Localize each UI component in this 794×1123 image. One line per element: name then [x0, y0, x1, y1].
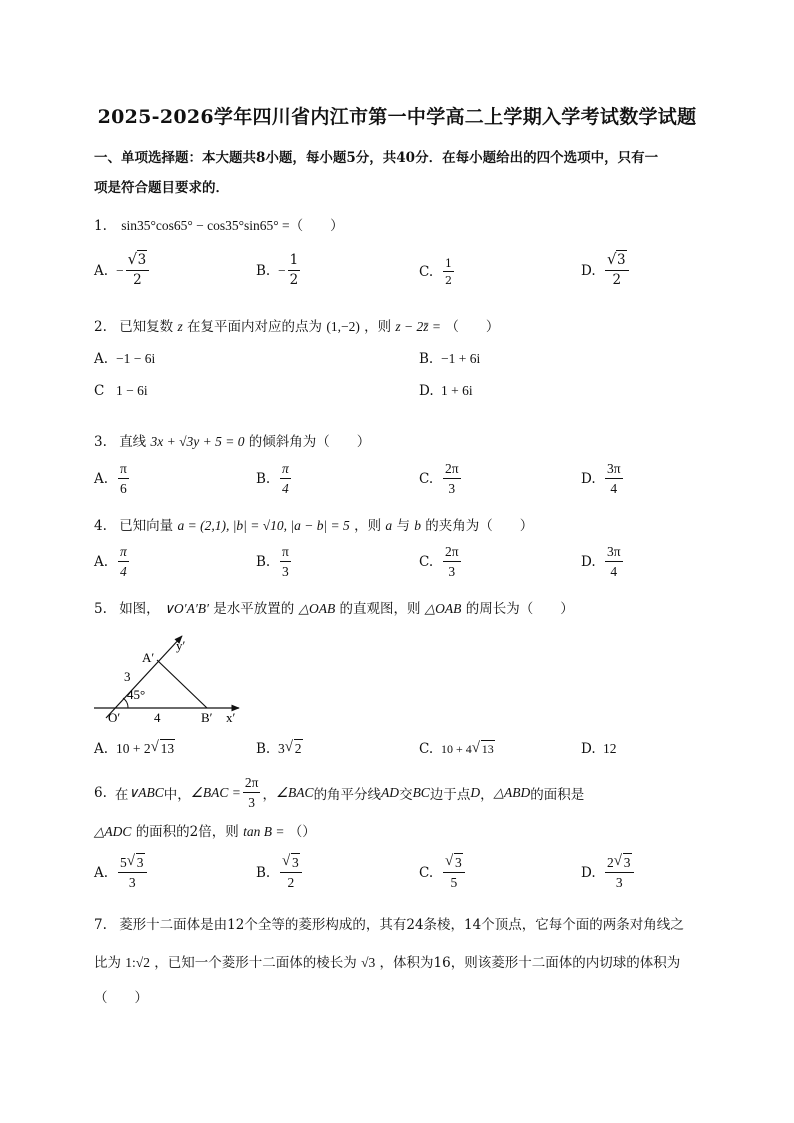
question-stem-expr: √3: [361, 955, 376, 970]
question-stem-part: 在: [114, 786, 129, 803]
option-label: B.: [256, 262, 271, 279]
question-7: [94, 913, 684, 933]
option-label: C.: [419, 553, 434, 570]
section-heading-line1: 一、单项选择题：本大题共8小题，每小题5分，共40分．在每小题给出的四个选项中，只有一: [94, 150, 659, 166]
question-stem-expr: tan B =: [243, 824, 285, 839]
question-stem-part: 边于点: [429, 786, 471, 803]
q5-option-c[interactable]: C. 10 + 4 √ 13: [419, 739, 494, 757]
question-number: 6.: [94, 784, 107, 801]
question-1: [94, 214, 344, 234]
q5-option-b[interactable]: B. 3 √ 2: [256, 739, 302, 757]
length-ob: 4: [154, 710, 161, 725]
question-stem-part: 比为: [94, 955, 121, 971]
question-number: 3.: [94, 434, 107, 450]
option-text: 1 + 6i: [441, 383, 473, 398]
option-label: A.: [94, 741, 109, 757]
point-b-label: B′: [201, 710, 213, 725]
question-stem-part: ，体积为16，则该菱形十二面体的内切球的体积为: [379, 955, 681, 971]
question-number: 5.: [94, 601, 107, 617]
angle-label: 45°: [127, 687, 146, 702]
q2-option-c[interactable]: [94, 383, 148, 399]
question-stem-part: 在复平面内对应的点为: [187, 319, 323, 335]
question-stem-expr: △ABD: [493, 784, 531, 800]
question-stem-part: 菱形十二面体是由12个全等的菱形构成的，其有24条棱，14个顶点，它每个面的两条对角线之: [119, 917, 684, 933]
question-stem-part: 的面积的2倍，则: [135, 824, 239, 840]
question-7-line2: [94, 951, 680, 971]
option-label: D.: [419, 383, 434, 399]
question-stem-part: ，已知一个菱形十二面体的棱长为: [154, 955, 357, 971]
question-stem-expr: ∠BAC: [275, 784, 314, 800]
question-stem-part: 如图，: [119, 601, 160, 617]
q5-option-d[interactable]: [581, 741, 617, 757]
question-stem-expr: ∠BAC =: [190, 784, 241, 800]
question-stem-part: 的面积是: [530, 786, 585, 803]
question-stem-expr: a = (2,1), |b| = √10, |a − b| = 5: [177, 518, 350, 533]
option-label: B.: [256, 553, 271, 570]
q6-option-d[interactable]: D. 2 √ 3 3: [581, 856, 636, 889]
question-stem-part: ，: [262, 786, 276, 803]
y-axis-label: y′: [176, 638, 186, 653]
question-number: 1.: [94, 218, 107, 234]
question-6: 6. 在 ∨ABC 中， ∠BAC = $\frac{2\pi}{3}$ ， ∠BAC 的角平分线 AD 交 BC 边于点 D ， △ABD 的面积是: [94, 775, 585, 810]
q4-option-d[interactable]: D. $\frac{3\pi}{4}$: [581, 544, 621, 579]
q1-option-c[interactable]: C. $\frac{1}{2}$: [419, 257, 452, 287]
option-label: B.: [256, 741, 271, 757]
question-stem-part: 交: [399, 786, 413, 803]
question-6-line2: [94, 820, 316, 840]
q6-option-c[interactable]: C. √ 3 5: [419, 856, 467, 889]
question-stem-part: ，则: [354, 518, 382, 534]
option-text: −1 − 6i: [116, 351, 156, 366]
question-stem-part: 与: [396, 518, 410, 534]
question-stem-part: 的夹角为（ ）: [425, 518, 534, 534]
q2-option-a[interactable]: [94, 351, 155, 367]
question-stem-part: 直线: [119, 434, 147, 450]
question-stem-part: 的周长为（ ）: [465, 601, 574, 617]
q1-option-b[interactable]: B. − $\frac{1}{2}$: [256, 252, 299, 288]
question-stem-part: ，则: [364, 319, 392, 335]
option-label: B.: [256, 470, 271, 487]
segment-ab: [157, 660, 207, 708]
question-number: 2.: [94, 319, 107, 335]
option-text: 1 − 6i: [116, 383, 148, 398]
option-label: C.: [419, 470, 434, 487]
option-label: D.: [581, 864, 596, 881]
option-label: B.: [256, 864, 271, 881]
question-number: 4.: [94, 518, 107, 534]
question-2: [94, 315, 499, 335]
question-4: [94, 514, 533, 534]
question-stem-part: 中，: [163, 786, 191, 803]
question-7-line3: [94, 986, 148, 1006]
question-stem-expr: D: [470, 784, 481, 800]
option-label: A.: [94, 470, 109, 487]
question-stem-part: 是水平放置的: [213, 601, 295, 617]
oblique-view-figure: [94, 632, 254, 732]
q1-option-a[interactable]: A. − √ 3 2: [94, 254, 151, 287]
question-stem-expr: 1:√2: [125, 955, 150, 970]
option-label: C.: [419, 864, 434, 881]
option-label: D.: [581, 553, 596, 570]
question-number: 7.: [94, 917, 107, 933]
question-stem-part: ，: [480, 786, 494, 803]
question-stem-expr: ∨O′A′B′: [163, 601, 209, 616]
question-5: [94, 597, 574, 617]
question-stem-expr: △OAB: [424, 601, 462, 616]
option-text: −1 + 6i: [441, 351, 481, 366]
question-stem-part: 已知向量: [119, 518, 174, 534]
question-stem-point: (1,−2): [326, 319, 360, 334]
option-label: C: [94, 383, 105, 399]
q2-option-b[interactable]: [419, 351, 480, 367]
option-label: D.: [581, 741, 596, 757]
page-title: 2025-2026学年四川省内江市第一中学高二上学期入学考试数学试题: [97, 106, 697, 128]
length-oa: 3: [124, 669, 131, 684]
option-label: A.: [94, 262, 109, 279]
question-stem-expr: ∨ABC: [128, 784, 164, 800]
question-stem-part: 的直观图，则: [339, 601, 421, 617]
option-label: D.: [581, 262, 596, 279]
q2-option-d[interactable]: [419, 383, 473, 399]
question-stem-expr: △OAB: [298, 601, 336, 616]
question-stem-part: （ ）: [445, 319, 500, 335]
question-stem-expr: z − 2z̄ =: [395, 319, 442, 334]
question-stem-expr: BC: [412, 784, 430, 800]
point-a-label: A′: [142, 650, 155, 665]
option-label: A.: [94, 864, 109, 881]
question-stem-part: （）: [288, 824, 316, 840]
option-label: A.: [94, 553, 109, 570]
question-stem-expr: 3x + √3y + 5 = 0: [150, 434, 245, 449]
q1-option-d[interactable]: D. √ 3 2: [581, 254, 631, 287]
question-stem-expr: △ADC: [94, 824, 132, 839]
option-label: B.: [419, 351, 434, 367]
vector-a: a: [385, 518, 393, 533]
q4-option-a[interactable]: A. $\frac{\pi}{4}$: [94, 544, 127, 579]
q3-option-c[interactable]: C. $\frac{2\pi}{3}$: [419, 461, 459, 496]
option-label: C.: [419, 741, 434, 757]
option-label: C.: [419, 264, 434, 280]
option-label: A.: [94, 351, 109, 367]
y-axis: [106, 636, 182, 718]
question-3: [94, 430, 370, 450]
question-stem-part: 已知复数: [119, 319, 174, 335]
q3-option-a[interactable]: A. $\frac{\pi}{6}$: [94, 461, 127, 496]
question-stem-part: 的角平分线: [313, 786, 382, 803]
point-o-label: O′: [108, 710, 121, 725]
q6-option-a[interactable]: A. 5 √ 3 3: [94, 856, 149, 889]
q4-option-c[interactable]: C. $\frac{2\pi}{3}$: [419, 544, 459, 579]
section-heading-line2: 项是符合题目要求的．: [94, 180, 229, 196]
option-text: 12: [603, 741, 617, 756]
q5-option-a[interactable]: A. 10 + 2 √ 13: [94, 739, 175, 757]
q3-option-b[interactable]: B. $\frac{\pi}{4}$: [256, 461, 289, 496]
x-axis-label: x′: [226, 710, 236, 725]
q3-option-d[interactable]: D. $\frac{3\pi}{4}$: [581, 461, 621, 496]
question-stem-part: （ ）: [94, 990, 148, 1006]
question-stem-var: z: [177, 319, 183, 334]
q6-option-b[interactable]: B. √ 3 2: [256, 856, 304, 889]
vector-b: b: [414, 518, 421, 533]
question-stem-expr: AD: [381, 784, 400, 800]
question-stem: sin35°cos65° − cos35°sin65° =（ ）: [121, 218, 344, 233]
q4-option-b[interactable]: B. $\frac{\pi}{3}$: [256, 544, 289, 579]
question-stem-part: 的倾斜角为（ ）: [248, 434, 371, 450]
option-label: D.: [581, 470, 596, 487]
